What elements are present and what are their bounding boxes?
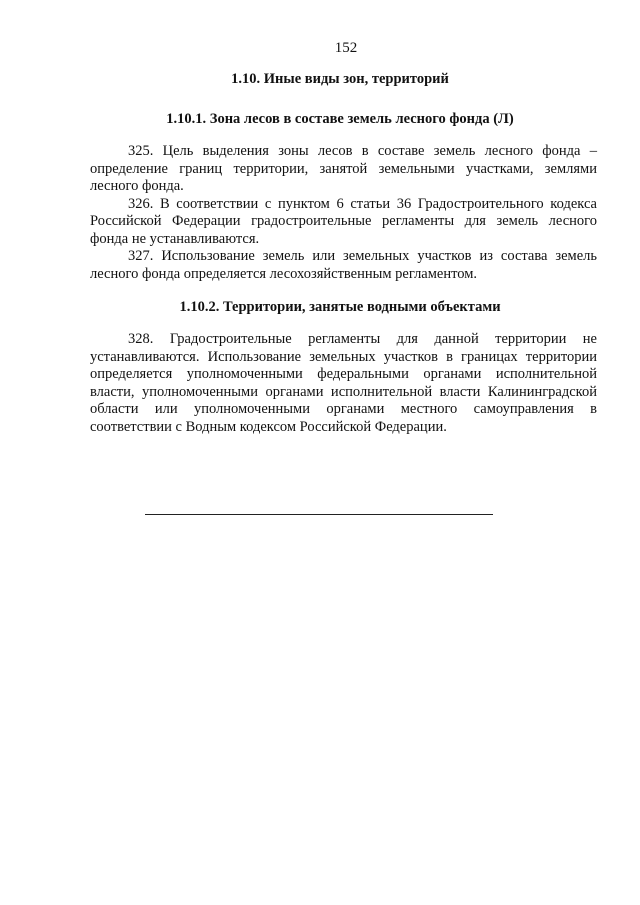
paragraph-327: 327. Использование земель или земельных участков из состава земель лесного фонда определяется лесохозяйственным регламентом. <box>90 248 597 282</box>
subsection-title-water: 1.10.2. Территории, занятые водными объектами <box>179 299 501 315</box>
end-divider-line <box>145 514 493 515</box>
page-number: 152 <box>334 40 358 56</box>
paragraph-326: 326. В соответствии с пунктом 6 статьи 36 Градостроительного кодекса Российской Федерации градостроительные регламенты для земель лесного фонда не устанавливаются. <box>90 195 597 247</box>
paragraph-325: 325. Цель выделения зоны лесов в составе земель лесного фонда – определение границ территории, занятой земельными участками, землями лесного фонда. <box>90 143 597 194</box>
paragraph-328: 328. Градостроительные регламенты для данной территории не устанавливаются. Использование земельных участков в границах территории определяется уполномоченными федеральными органами исполнительной власти, уполномоченными органами исполнительной власти Калининградской области или уполномоченными органами местного самоуправления в соответствии с Водным кодексом Российской Федерации. <box>90 331 597 435</box>
subsection-body-water <box>90 331 597 436</box>
subsection-body-forest <box>90 143 597 283</box>
section-title: 1.10. Иные виды зон, территорий <box>231 71 449 87</box>
subsection-title-forest: 1.10.1. Зона лесов в составе земель лесного фонда (Л) <box>166 111 514 127</box>
